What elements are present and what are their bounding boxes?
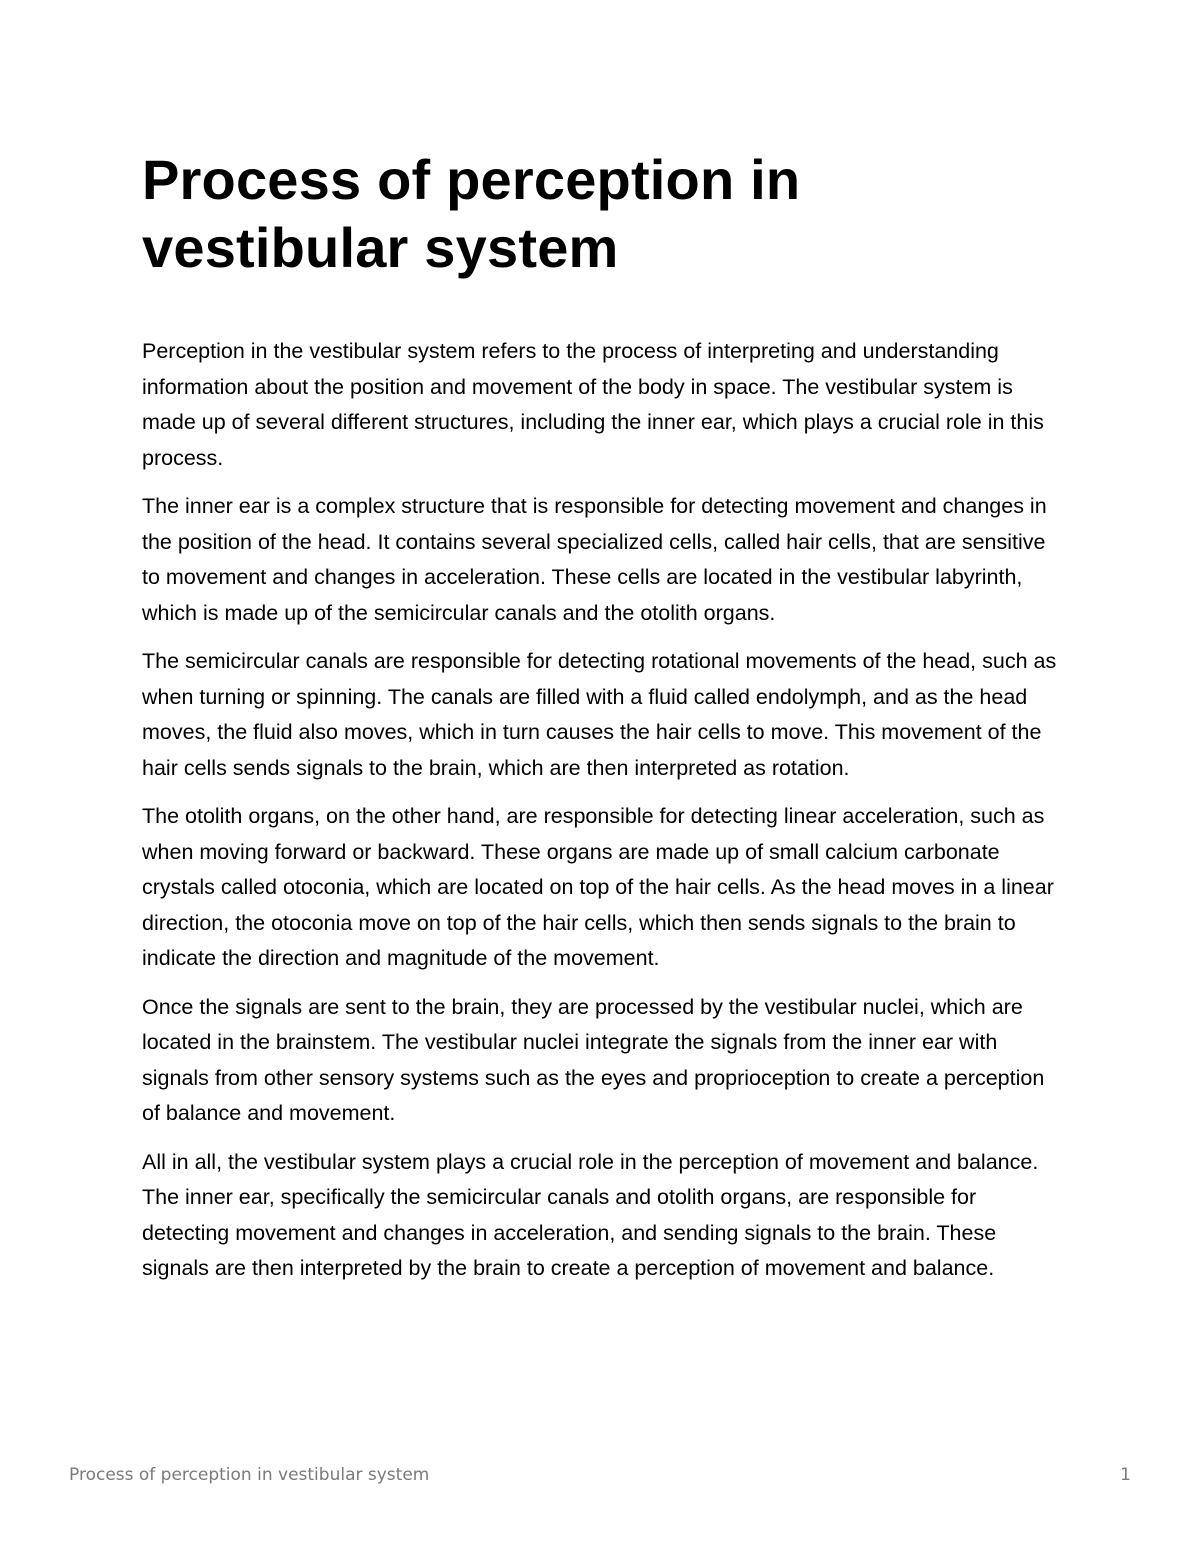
paragraph-intro: Perception in the vestibular system refers to the process of interpreting and understanding information about the position and movement of the body in space. The vestibular system is made up of several different structures, including the inner ear, which plays a crucial role in this process.: [142, 339, 1044, 470]
footer-document-title: Process of perception in vestibular system: [69, 1465, 430, 1485]
paragraph-inner-ear: The inner ear is a complex structure that is responsible for detecting movement and changes in the position of the head. It contains several specialized cells, called hair cells, that are sensitive to movement and changes in acceleration. These cells are located in the vestibular labyrinth, which is made up of the semicircular canals and the otolith organs.: [142, 494, 1047, 625]
paragraph-otolith-organs: The otolith organs, on the other hand, are responsible for detecting linear acceleration, such as when moving forward or backward. These organs are made up of small calcium carbonate crystals called otoconia, which are located on top of the hair cells. As the head moves in a linear direction, the otoconia move on top of the hair cells, which then sends signals to the brain to indicate the direction and magnitude of the movement.: [142, 804, 1054, 970]
paragraph-conclusion: All in all, the vestibular system plays a crucial role in the perception of movement and balance. The inner ear, specifically the semicircular canals and otolith organs, are responsible for detecting movement and changes in acceleration, and sending signals to the brain. These signals are then interpreted by the brain to create a perception of movement and balance.: [142, 1149, 1039, 1280]
document-body: [142, 334, 1062, 1287]
footer-page-number: 1: [1120, 1465, 1131, 1485]
page-footer: [69, 1465, 1131, 1491]
paragraph-vestibular-nuclei: Once the signals are sent to the brain, they are processed by the vestibular nuclei, which are located in the brainstem. The vestibular nuclei integrate the signals from the inner ear with signals from other sensory systems such as the eyes and proprioception to create a perception of balance and movement.: [142, 994, 1045, 1125]
paragraph-semicircular-canals: The semicircular canals are responsible for detecting rotational movements of the head, such as when turning or spinning. The canals are filled with a fluid called endolymph, and as the head moves, the fluid also moves, which in turn causes the hair cells to move. This movement of the hair cells sends signals to the brain, which are then interpreted as rotation.: [142, 649, 1057, 780]
document-content: [142, 146, 1062, 1300]
document-title: Process of perception in vestibular system: [142, 148, 801, 279]
